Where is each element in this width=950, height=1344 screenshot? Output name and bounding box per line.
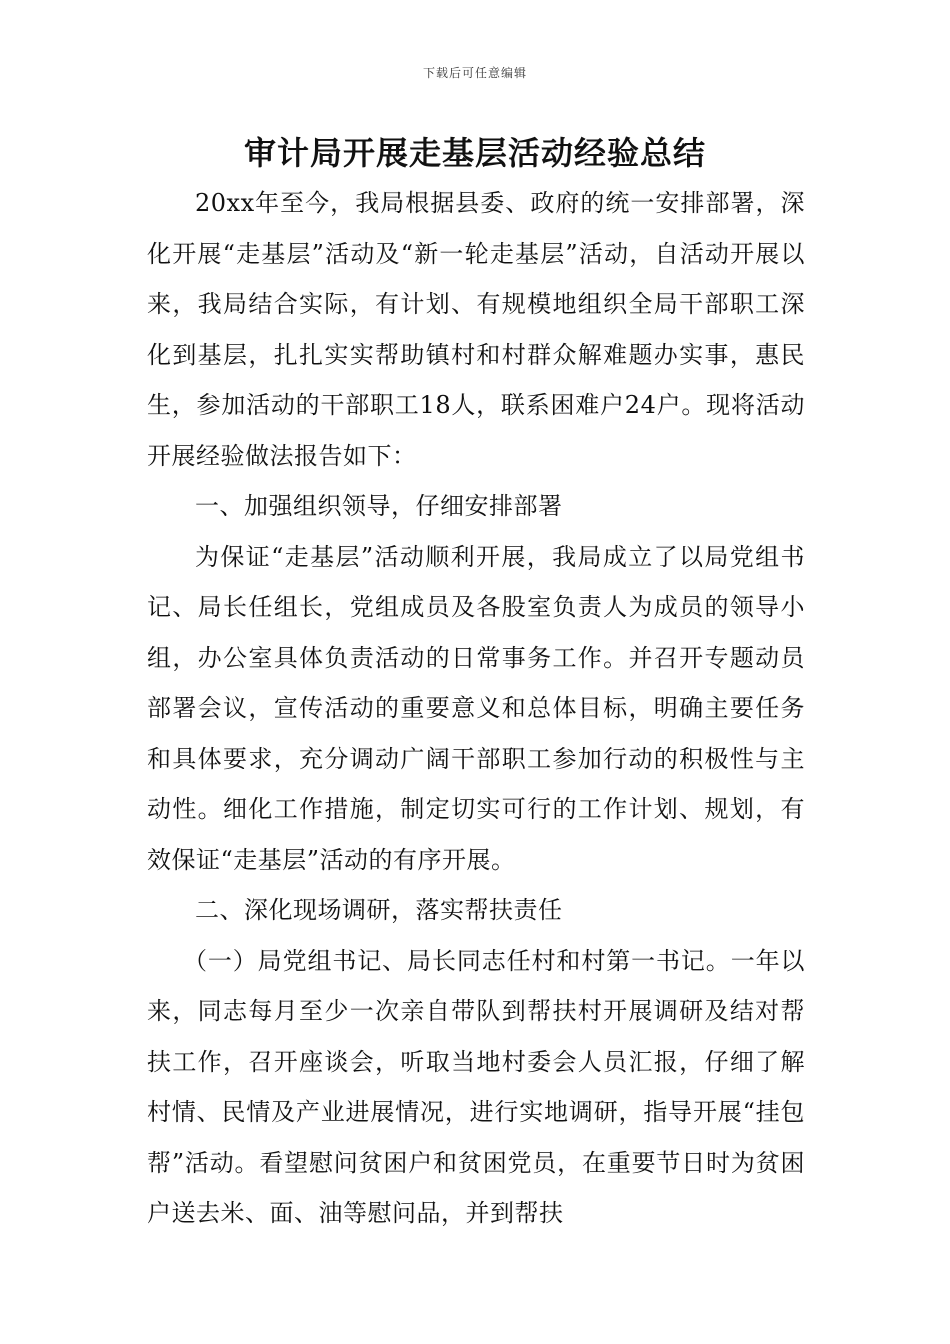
document-title: 审计局开展走基层活动经验总结 [243, 134, 706, 172]
paragraph-section-1: 为保证“走基层”活动顺利开展，我局成立了以局党组书记、局长任组长，党组成员及各股室负责人为成员的领导小组，办公室具体负责活动的日常事务工作。并召开专题动员部署会议，宣传活动的重要意义和总体目标，明确主要任务和具体要求，充分调动广阔干部职工参加行动的积极性与主动性。细化工作措施，制定切实可行的工作计划、规划，有效保证“走基层”活动的有序开展。 [147, 542, 805, 874]
paragraph-section-2-item-1: （一）局党组书记、局长同志任村和村第一书记。一年以来，同志每月至少一次亲自带队到帮扶村开展调研及结对帮扶工作，召开座谈会，听取当地村委会人员汇报，仔细了解村情、民情及产业进展情况，进行实地调研，指导开展“挂包帮”活动。看望慰问贫困户和贫困党员，在重要节日时为贫困户送去米、面、油等慰问品，并到帮扶 [147, 946, 805, 1227]
header-note: 下载后可任意编辑 [422, 66, 527, 80]
section-heading-1: 一、加强组织领导，仔细安排部署 [195, 492, 563, 520]
document-body [147, 178, 805, 1239]
paragraph-intro: 20xx年至今，我局根据县委、政府的统一安排部署，深化开展“走基层”活动及“新一轮走基层”活动，自活动开展以来，我局结合实际，有计划、有规模地组织全局干部职工深化到基层，扎扎实实帮助镇村和村群众解难题办实事，惠民生，参加活动的干部职工18人，联系困难户24户。现将活动开展经验做法报告如下： [147, 189, 805, 470]
section-heading-2: 二、深化现场调研，落实帮扶责任 [195, 896, 563, 924]
